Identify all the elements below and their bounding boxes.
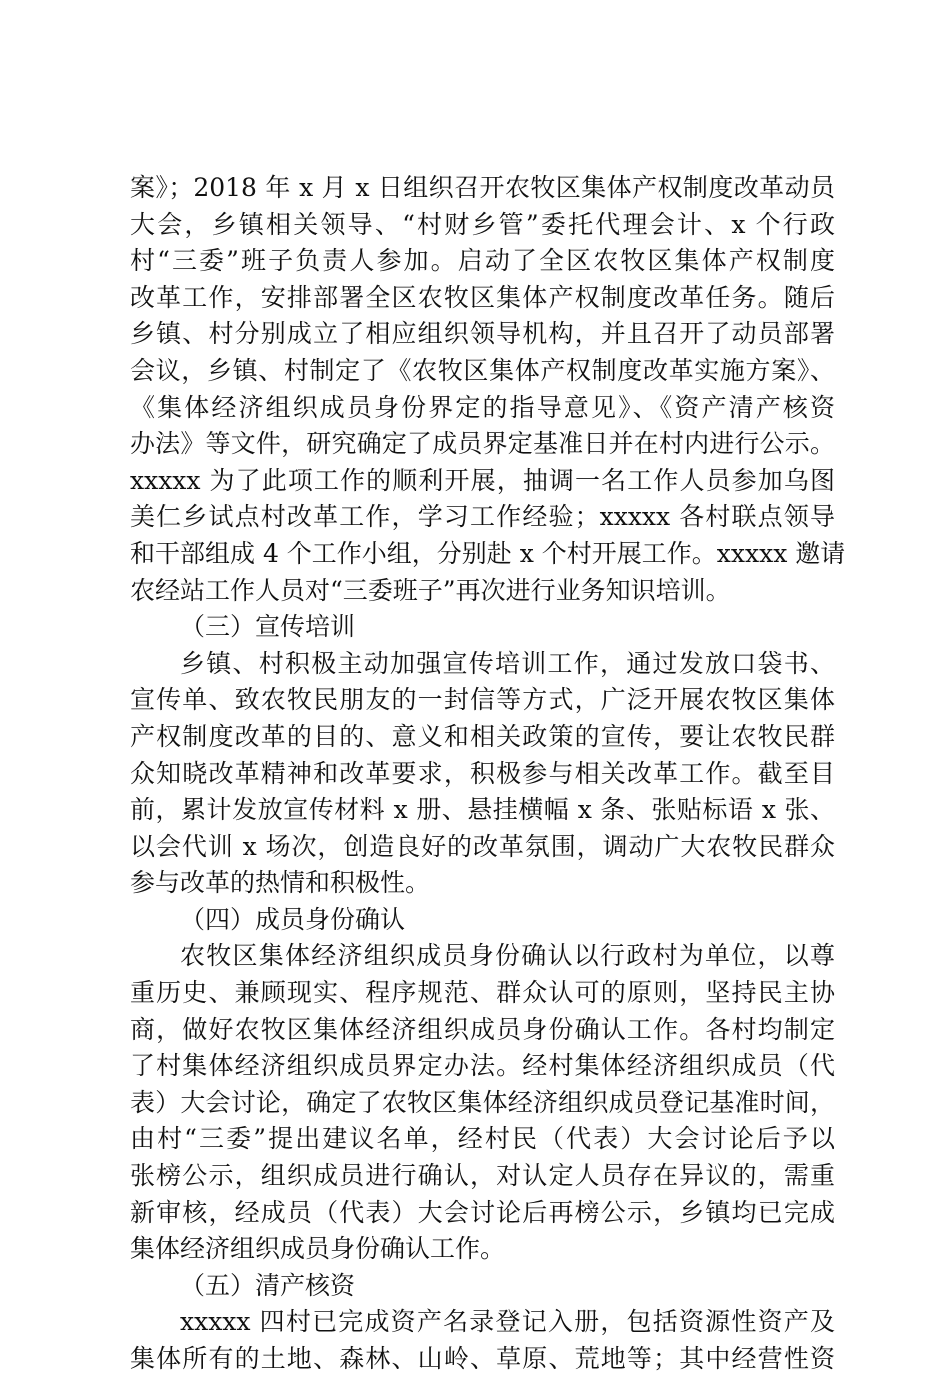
- text-line: 众知晓改革精神和改革要求，积极参与相关改革工作。截至目: [130, 758, 835, 788]
- text-line: 了村集体经济组织成员界定办法。经村集体经济组织成员（代: [130, 1051, 835, 1081]
- text-line: 重历史、兼顾现实、程序规范、群众认可的原则，坚持民主协: [130, 978, 835, 1008]
- section-member-identity: [130, 902, 835, 1268]
- text-line: 乡镇、村积极主动加强宣传培训工作，通过发放口袋书、: [180, 648, 835, 678]
- text-line: 商，做好农牧区集体经济组织成员身份确认工作。各村均制定: [130, 1014, 835, 1044]
- text-line: 新审核，经成员（代表）大会讨论后再榜公示，乡镇均已完成: [130, 1197, 835, 1227]
- text-line: 大会，乡镇相关领导、“村财乡管”委托代理会计、x 个行政: [130, 209, 835, 239]
- text-line: 农经站工作人员对“三委班子”再次进行业务知识培训。: [130, 575, 731, 605]
- text-line: 农牧区集体经济组织成员身份确认以行政村为单位，以尊: [180, 941, 835, 971]
- text-line: 改革工作，安排部署全区农牧区集体产权制度改革任务。随后: [130, 282, 835, 312]
- text-line: 美仁乡试点村改革工作，学习工作经验；xxxxx 各村联点领导: [130, 502, 835, 532]
- text-line: 由村“三委”提出建议名单，经村民（代表）大会讨论后予以: [130, 1124, 835, 1154]
- text-line: 产权制度改革的目的、意义和相关政策的宣传，要让农牧民群: [130, 721, 835, 751]
- text-line: 参与改革的热情和积极性。: [130, 868, 431, 898]
- text-line: xxxxx 四村已完成资产名录登记入册，包括资源性资产及: [180, 1307, 835, 1337]
- section-asset-verification: [130, 1268, 835, 1378]
- text-line: 表）大会讨论，确定了农牧区集体经济组织成员登记基准时间，: [130, 1087, 835, 1117]
- text-line: xxxxx 为了此项工作的顺利开展，抽调一名工作人员参加乌图: [130, 465, 835, 495]
- text-line: 会议，乡镇、村制定了《农牧区集体产权制度改革实施方案》、: [130, 355, 835, 385]
- text-line: 以会代训 x 场次，创造良好的改革氛围，调动广大农牧民群众: [130, 831, 835, 861]
- text-line: 和干部组成 4 个工作小组，分别赴 x 个村开展工作。xxxxx 邀请: [130, 538, 846, 568]
- section-publicity-training: [130, 609, 835, 902]
- text-line: 案》；2018 年 x 月 x 日组织召开农牧区集体产权制度改革动员: [130, 173, 835, 202]
- text-line: 村“三委”班子负责人参加。启动了全区农牧区集体产权制度: [130, 246, 835, 276]
- text-line: 乡镇、村分别成立了相应组织领导机构，并且召开了动员部署: [130, 319, 835, 349]
- text-line: 办法》等文件，研究确定了成员界定基准日并在村内进行公示。: [130, 429, 835, 459]
- section-heading: （五）清产核资: [180, 1270, 356, 1300]
- text-line: 前，累计发放宣传材料 x 册、悬挂横幅 x 条、张贴标语 x 张、: [130, 795, 835, 825]
- section-heading: （三）宣传培训: [180, 612, 356, 642]
- text-line: 集体所有的土地、森林、山岭、草原、荒地等；其中经营性资: [130, 1344, 835, 1373]
- text-line: 张榜公示，组织成员进行确认，对认定人员存在异议的，需重: [130, 1161, 835, 1191]
- text-line: 《集体经济组织成员身份界定的指导意见》、《资产清产核资: [130, 392, 835, 422]
- text-line: 宣传单、致农牧民朋友的一封信等方式，广泛开展农牧区集体: [130, 685, 835, 715]
- document-page: [130, 170, 846, 1378]
- section-heading: （四）成员身份确认: [180, 904, 406, 934]
- text-line: 集体经济组织成员身份确认工作。: [130, 1234, 506, 1264]
- paragraph-continued: [130, 170, 846, 609]
